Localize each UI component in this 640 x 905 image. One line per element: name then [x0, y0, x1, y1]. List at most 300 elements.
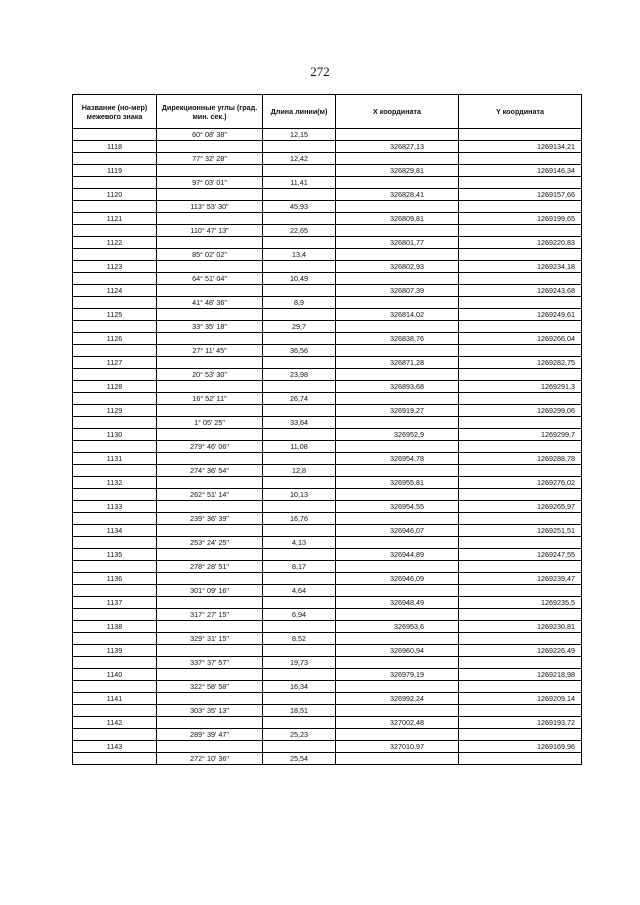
point-row — [73, 261, 582, 273]
x-coordinate — [336, 177, 459, 189]
y-coordinate: 1269193,72 — [459, 717, 582, 729]
segment-row — [73, 705, 582, 717]
y-coordinate — [459, 345, 582, 357]
y-coordinate — [459, 153, 582, 165]
segment-row — [73, 321, 582, 333]
angle-cell — [157, 285, 263, 297]
x-coordinate — [336, 729, 459, 741]
point-name: 1126 — [73, 333, 157, 345]
point-name: 1124 — [73, 285, 157, 297]
angle-cell — [157, 549, 263, 561]
direction-angle: 329° 31' 15" — [157, 633, 263, 645]
point-name — [73, 201, 157, 213]
y-coordinate — [459, 249, 582, 261]
length-cell — [263, 597, 336, 609]
y-coordinate — [459, 129, 582, 141]
segment-row — [73, 537, 582, 549]
direction-angle: 77° 32' 28" — [157, 153, 263, 165]
y-coordinate: 1269230,81 — [459, 621, 582, 633]
point-name: 1128 — [73, 381, 157, 393]
point-name — [73, 129, 157, 141]
point-row — [73, 381, 582, 393]
y-coordinate: 1269134,21 — [459, 141, 582, 153]
length-cell — [263, 717, 336, 729]
x-coordinate — [336, 393, 459, 405]
y-coordinate — [459, 369, 582, 381]
x-coordinate — [336, 345, 459, 357]
angle-cell — [157, 693, 263, 705]
length-cell — [263, 573, 336, 585]
y-coordinate — [459, 225, 582, 237]
angle-cell — [157, 381, 263, 393]
x-coordinate: 326953,6 — [336, 621, 459, 633]
y-coordinate: 1269288,78 — [459, 453, 582, 465]
length-cell — [263, 381, 336, 393]
angle-cell — [157, 621, 263, 633]
point-row — [73, 213, 582, 225]
x-coordinate — [336, 657, 459, 669]
line-length: 4,13 — [263, 537, 336, 549]
point-name: 1137 — [73, 597, 157, 609]
point-row — [73, 429, 582, 441]
direction-angle: 85° 02' 02" — [157, 249, 263, 261]
segment-row — [73, 441, 582, 453]
line-length: 8,52 — [263, 633, 336, 645]
y-coordinate — [459, 297, 582, 309]
x-coordinate — [336, 369, 459, 381]
line-length: 26,74 — [263, 393, 336, 405]
direction-angle: 322° 58' 58" — [157, 681, 263, 693]
x-coordinate — [336, 129, 459, 141]
x-coordinate: 326838,76 — [336, 333, 459, 345]
length-cell — [263, 453, 336, 465]
point-name: 1122 — [73, 237, 157, 249]
length-cell — [263, 405, 336, 417]
y-coordinate — [459, 729, 582, 741]
direction-angle: 16° 52' 11" — [157, 393, 263, 405]
direction-angle: 33° 35' 18" — [157, 321, 263, 333]
y-coordinate: 1269226,49 — [459, 645, 582, 657]
angle-cell — [157, 525, 263, 537]
coordinates-table — [72, 94, 582, 765]
x-coordinate: 326992,24 — [336, 693, 459, 705]
x-coordinate — [336, 225, 459, 237]
header-length: Длина линии(м) — [263, 95, 336, 129]
y-coordinate — [459, 273, 582, 285]
direction-angle: 317° 27' 15" — [157, 609, 263, 621]
x-coordinate — [336, 633, 459, 645]
length-cell — [263, 357, 336, 369]
angle-cell — [157, 645, 263, 657]
segment-row — [73, 513, 582, 525]
segment-row — [73, 249, 582, 261]
x-coordinate — [336, 609, 459, 621]
table-header — [73, 95, 582, 129]
y-coordinate — [459, 513, 582, 525]
header-angle: Дирекционные углы (град. мин. сек.) — [157, 95, 263, 129]
header-row — [73, 95, 582, 129]
direction-angle: 64° 51' 04" — [157, 273, 263, 285]
y-coordinate: 1269247,55 — [459, 549, 582, 561]
direction-angle: 20° 53' 30" — [157, 369, 263, 381]
x-coordinate — [336, 465, 459, 477]
y-coordinate: 1269243,68 — [459, 285, 582, 297]
y-coordinate: 1269235,5 — [459, 597, 582, 609]
point-row — [73, 189, 582, 201]
line-length: 33,64 — [263, 417, 336, 429]
segment-row — [73, 585, 582, 597]
direction-angle: 289° 39' 47" — [157, 729, 263, 741]
y-coordinate — [459, 177, 582, 189]
point-row — [73, 357, 582, 369]
direction-angle: 27° 11' 45" — [157, 345, 263, 357]
segment-row — [73, 153, 582, 165]
point-row — [73, 141, 582, 153]
line-length: 10,49 — [263, 273, 336, 285]
length-cell — [263, 525, 336, 537]
point-name: 1133 — [73, 501, 157, 513]
point-name — [73, 297, 157, 309]
header-x: Х координата — [336, 95, 459, 129]
length-cell — [263, 549, 336, 561]
table-body — [73, 129, 582, 765]
y-coordinate: 1269220,83 — [459, 237, 582, 249]
x-coordinate: 326809,81 — [336, 213, 459, 225]
line-length: 4,64 — [263, 585, 336, 597]
x-coordinate: 326979,19 — [336, 669, 459, 681]
point-row — [73, 405, 582, 417]
line-length: 12,15 — [263, 129, 336, 141]
point-name — [73, 609, 157, 621]
point-name — [73, 153, 157, 165]
x-coordinate: 326828,41 — [336, 189, 459, 201]
length-cell — [263, 741, 336, 753]
direction-angle: 110° 47' 13" — [157, 225, 263, 237]
angle-cell — [157, 405, 263, 417]
x-coordinate — [336, 753, 459, 765]
point-name: 1118 — [73, 141, 157, 153]
y-coordinate: 1269266,04 — [459, 333, 582, 345]
point-name — [73, 369, 157, 381]
x-coordinate: 326871,28 — [336, 357, 459, 369]
point-name — [73, 441, 157, 453]
x-coordinate: 326960,94 — [336, 645, 459, 657]
y-coordinate — [459, 441, 582, 453]
y-coordinate — [459, 585, 582, 597]
point-name — [73, 249, 157, 261]
segment-row — [73, 561, 582, 573]
x-coordinate — [336, 585, 459, 597]
angle-cell — [157, 165, 263, 177]
point-row — [73, 501, 582, 513]
segment-row — [73, 273, 582, 285]
x-coordinate — [336, 489, 459, 501]
point-name — [73, 177, 157, 189]
line-length: 8,17 — [263, 561, 336, 573]
point-name — [73, 561, 157, 573]
length-cell — [263, 477, 336, 489]
point-row — [73, 693, 582, 705]
line-length: 12,42 — [263, 153, 336, 165]
point-name: 1136 — [73, 573, 157, 585]
y-coordinate — [459, 537, 582, 549]
point-name: 1138 — [73, 621, 157, 633]
x-coordinate: 326893,68 — [336, 381, 459, 393]
point-name: 1140 — [73, 669, 157, 681]
x-coordinate: 326952,9 — [336, 429, 459, 441]
line-length: 36,56 — [263, 345, 336, 357]
point-name: 1119 — [73, 165, 157, 177]
point-row — [73, 573, 582, 585]
line-length: 6,94 — [263, 609, 336, 621]
y-coordinate: 1269291,3 — [459, 381, 582, 393]
point-name: 1123 — [73, 261, 157, 273]
point-row — [73, 525, 582, 537]
angle-cell — [157, 141, 263, 153]
point-row — [73, 597, 582, 609]
point-name: 1130 — [73, 429, 157, 441]
line-length: 25,54 — [263, 753, 336, 765]
segment-row — [73, 129, 582, 141]
line-length: 23,98 — [263, 369, 336, 381]
x-coordinate: 327010,97 — [336, 741, 459, 753]
x-coordinate: 326946,07 — [336, 525, 459, 537]
angle-cell — [157, 237, 263, 249]
length-cell — [263, 669, 336, 681]
point-name — [73, 417, 157, 429]
point-row — [73, 309, 582, 321]
length-cell — [263, 309, 336, 321]
y-coordinate — [459, 321, 582, 333]
direction-angle: 262° 51' 14" — [157, 489, 263, 501]
segment-row — [73, 345, 582, 357]
x-coordinate — [336, 561, 459, 573]
x-coordinate — [336, 153, 459, 165]
segment-row — [73, 609, 582, 621]
angle-cell — [157, 741, 263, 753]
x-coordinate: 327002,48 — [336, 717, 459, 729]
y-coordinate — [459, 201, 582, 213]
direction-angle: 1° 05' 25" — [157, 417, 263, 429]
angle-cell — [157, 309, 263, 321]
point-row — [73, 669, 582, 681]
line-length: 25,23 — [263, 729, 336, 741]
angle-cell — [157, 333, 263, 345]
angle-cell — [157, 669, 263, 681]
x-coordinate: 326827,13 — [336, 141, 459, 153]
y-coordinate: 1269299,06 — [459, 405, 582, 417]
point-name: 1120 — [73, 189, 157, 201]
line-length: 19,73 — [263, 657, 336, 669]
point-name — [73, 489, 157, 501]
angle-cell — [157, 453, 263, 465]
segment-row — [73, 177, 582, 189]
length-cell — [263, 261, 336, 273]
x-coordinate — [336, 201, 459, 213]
length-cell — [263, 645, 336, 657]
angle-cell — [157, 477, 263, 489]
x-coordinate: 326954,78 — [336, 453, 459, 465]
point-name — [73, 225, 157, 237]
x-coordinate — [336, 537, 459, 549]
x-coordinate: 326919,27 — [336, 405, 459, 417]
length-cell — [263, 693, 336, 705]
y-coordinate — [459, 753, 582, 765]
angle-cell — [157, 717, 263, 729]
angle-cell — [157, 357, 263, 369]
segment-row — [73, 657, 582, 669]
line-length: 10,13 — [263, 489, 336, 501]
segment-row — [73, 201, 582, 213]
y-coordinate: 1269169,96 — [459, 741, 582, 753]
angle-cell — [157, 261, 263, 273]
direction-angle: 60° 08' 38" — [157, 129, 263, 141]
y-coordinate — [459, 657, 582, 669]
x-coordinate — [336, 513, 459, 525]
segment-row — [73, 297, 582, 309]
point-row — [73, 333, 582, 345]
direction-angle: 301° 09' 16" — [157, 585, 263, 597]
x-coordinate — [336, 705, 459, 717]
point-name: 1141 — [73, 693, 157, 705]
y-coordinate: 1269146,34 — [459, 165, 582, 177]
point-name: 1125 — [73, 309, 157, 321]
segment-row — [73, 369, 582, 381]
segment-row — [73, 465, 582, 477]
y-coordinate — [459, 681, 582, 693]
x-coordinate: 326802,93 — [336, 261, 459, 273]
point-row — [73, 237, 582, 249]
y-coordinate — [459, 633, 582, 645]
y-coordinate — [459, 489, 582, 501]
segment-row — [73, 633, 582, 645]
segment-row — [73, 225, 582, 237]
y-coordinate: 1269299,7 — [459, 429, 582, 441]
x-coordinate — [336, 441, 459, 453]
y-coordinate: 1269239,47 — [459, 573, 582, 585]
point-name — [73, 585, 157, 597]
angle-cell — [157, 501, 263, 513]
point-name — [73, 513, 157, 525]
x-coordinate: 326948,49 — [336, 597, 459, 609]
line-length: 13,4 — [263, 249, 336, 261]
line-length: 16,34 — [263, 681, 336, 693]
x-coordinate — [336, 297, 459, 309]
line-length: 22,65 — [263, 225, 336, 237]
point-name — [73, 681, 157, 693]
length-cell — [263, 141, 336, 153]
y-coordinate: 1269265,97 — [459, 501, 582, 513]
point-name — [73, 705, 157, 717]
point-name — [73, 345, 157, 357]
direction-angle: 303° 35' 13" — [157, 705, 263, 717]
point-name: 1139 — [73, 645, 157, 657]
point-row — [73, 549, 582, 561]
line-length: 12,8 — [263, 465, 336, 477]
y-coordinate: 1269157,66 — [459, 189, 582, 201]
angle-cell — [157, 189, 263, 201]
point-name — [73, 753, 157, 765]
point-row — [73, 165, 582, 177]
point-name — [73, 537, 157, 549]
segment-row — [73, 729, 582, 741]
x-coordinate: 326814,02 — [336, 309, 459, 321]
point-name — [73, 273, 157, 285]
length-cell — [263, 285, 336, 297]
x-coordinate: 326954,55 — [336, 501, 459, 513]
point-row — [73, 645, 582, 657]
y-coordinate: 1269276,02 — [459, 477, 582, 489]
point-name: 1121 — [73, 213, 157, 225]
y-coordinate: 1269199,65 — [459, 213, 582, 225]
y-coordinate — [459, 561, 582, 573]
point-name: 1135 — [73, 549, 157, 561]
header-name: Название (но-мер) межевого знака — [73, 95, 157, 129]
point-name — [73, 729, 157, 741]
x-coordinate: 326946,09 — [336, 573, 459, 585]
x-coordinate — [336, 273, 459, 285]
line-length: 29,7 — [263, 321, 336, 333]
line-length: 11,08 — [263, 441, 336, 453]
length-cell — [263, 501, 336, 513]
point-row — [73, 717, 582, 729]
length-cell — [263, 429, 336, 441]
line-length: 45,93 — [263, 201, 336, 213]
y-coordinate — [459, 705, 582, 717]
direction-angle: 41° 48' 36" — [157, 297, 263, 309]
point-name: 1131 — [73, 453, 157, 465]
y-coordinate — [459, 609, 582, 621]
y-coordinate: 1269209,14 — [459, 693, 582, 705]
angle-cell — [157, 213, 263, 225]
direction-angle: 272° 10' 36" — [157, 753, 263, 765]
y-coordinate: 1269218,98 — [459, 669, 582, 681]
direction-angle: 274° 36' 54" — [157, 465, 263, 477]
point-name: 1127 — [73, 357, 157, 369]
angle-cell — [157, 573, 263, 585]
page-number: 272 — [310, 64, 330, 79]
line-length: 11,41 — [263, 177, 336, 189]
length-cell — [263, 189, 336, 201]
direction-angle: 253° 24' 25" — [157, 537, 263, 549]
x-coordinate: 326807,39 — [336, 285, 459, 297]
length-cell — [263, 165, 336, 177]
line-length: 8,9 — [263, 297, 336, 309]
x-coordinate: 326801,77 — [336, 237, 459, 249]
direction-angle: 337° 37' 57" — [157, 657, 263, 669]
y-coordinate: 1269249,61 — [459, 309, 582, 321]
point-row — [73, 741, 582, 753]
angle-cell — [157, 597, 263, 609]
segment-row — [73, 489, 582, 501]
x-coordinate — [336, 417, 459, 429]
point-name: 1143 — [73, 741, 157, 753]
point-row — [73, 477, 582, 489]
length-cell — [263, 237, 336, 249]
point-name — [73, 633, 157, 645]
y-coordinate: 1269234,18 — [459, 261, 582, 273]
angle-cell — [157, 429, 263, 441]
direction-angle: 279° 46' 06" — [157, 441, 263, 453]
length-cell — [263, 213, 336, 225]
segment-row — [73, 417, 582, 429]
x-coordinate — [336, 321, 459, 333]
y-coordinate: 1269251,51 — [459, 525, 582, 537]
segment-row — [73, 393, 582, 405]
segment-row — [73, 681, 582, 693]
y-coordinate — [459, 465, 582, 477]
x-coordinate: 326955,81 — [336, 477, 459, 489]
